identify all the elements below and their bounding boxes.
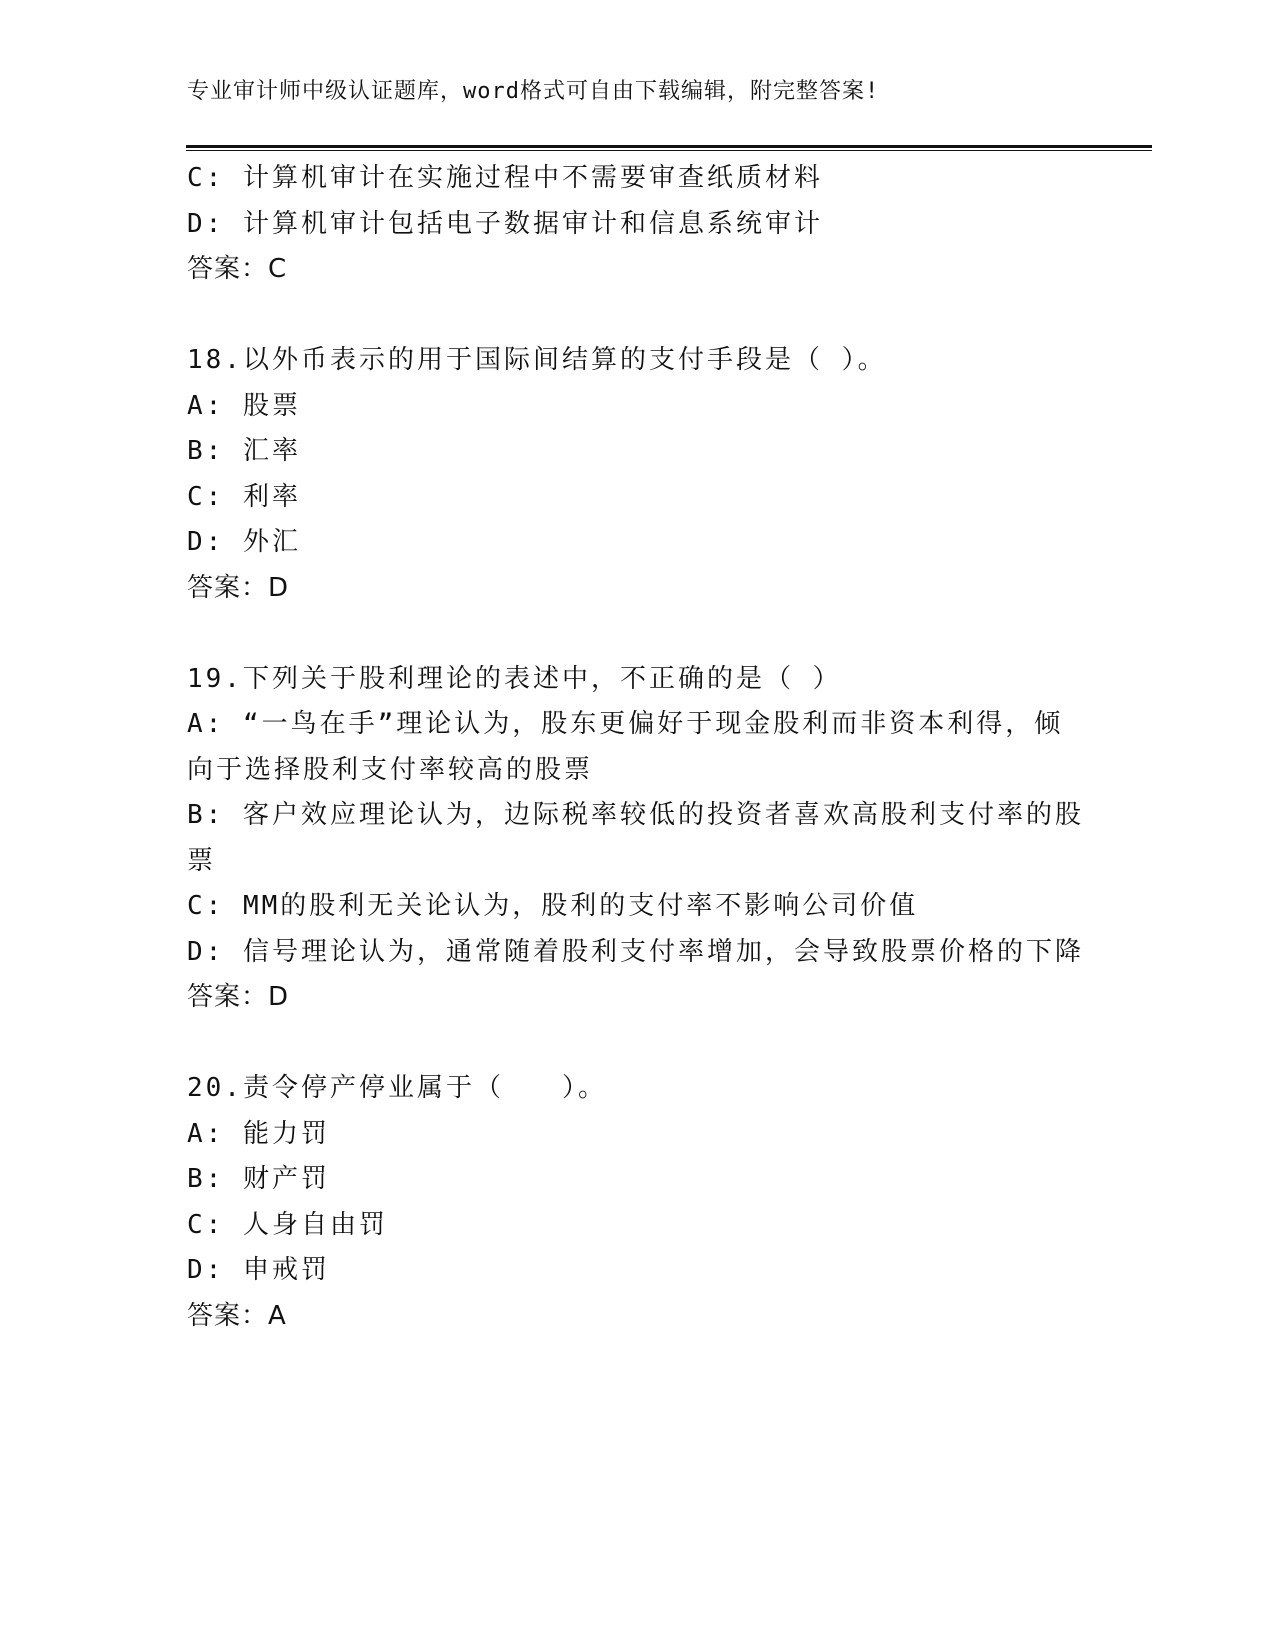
question-20-answer: 答案：A: [187, 1300, 287, 1331]
question-20-option-a: A: 能力罚: [187, 1118, 330, 1149]
question-20-option-b: B: 财产罚: [187, 1164, 330, 1194]
question-18-option-c: C: 利率: [187, 481, 301, 512]
spacer: [187, 1021, 1087, 1067]
question-19-option-b-line1: B: 客户效应理论认为，边际税率较低的投资者喜欢高股利支付率的股: [187, 800, 1084, 830]
option-d: D: 计算机审计包括电子数据审计和信息系统审计: [187, 208, 823, 239]
question-19-option-a-line1: A: “一鸟在手”理论认为，股东更偏好于现金股利而非资本利得，倾: [187, 709, 1064, 739]
header-rule-thin: [186, 150, 1152, 151]
spacer: [187, 611, 1087, 657]
question-18-stem: 18.以外币表示的用于国际间结算的支付手段是（ ）。: [187, 345, 887, 375]
question-19-stem: 19.下列关于股利理论的表述中，不正确的是（ ）: [187, 663, 842, 694]
question-18-answer: 答案：D: [187, 572, 290, 603]
question-19-option-a-line2: 向于选择股利支付率较高的股票: [187, 754, 594, 785]
question-18-option-b: B: 汇率: [187, 436, 301, 466]
question-20-option-c: C: 人身自由罚: [187, 1209, 388, 1240]
spacer: [187, 293, 1087, 339]
question-19-option-b-line2: 票: [187, 845, 217, 876]
question-content: [187, 156, 1087, 1339]
question-19-answer: 答案：D: [187, 982, 290, 1012]
question-18-option-a: A: 股票: [187, 390, 301, 421]
answer-line: 答案：C: [187, 254, 288, 284]
question-20-stem: 20.责令停产停业属于（ ）。: [187, 1073, 607, 1103]
question-19-option-d: D: 信号理论认为，通常随着股利支付率增加，会导致股票价格的下降: [187, 936, 1084, 967]
header-rule-thick: [186, 145, 1152, 148]
question-18-option-d: D: 外汇: [187, 527, 301, 557]
page-header: 专业审计师中级认证题库，word格式可自由下载编辑，附完整答案!: [187, 79, 880, 104]
question-19-option-c: C: MM的股利无关论认为，股利的支付率不影响公司价值: [187, 891, 919, 921]
option-c: C: 计算机审计在实施过程中不需要审查纸质材料: [187, 163, 823, 193]
question-20-option-d: D: 申戒罚: [187, 1255, 330, 1285]
